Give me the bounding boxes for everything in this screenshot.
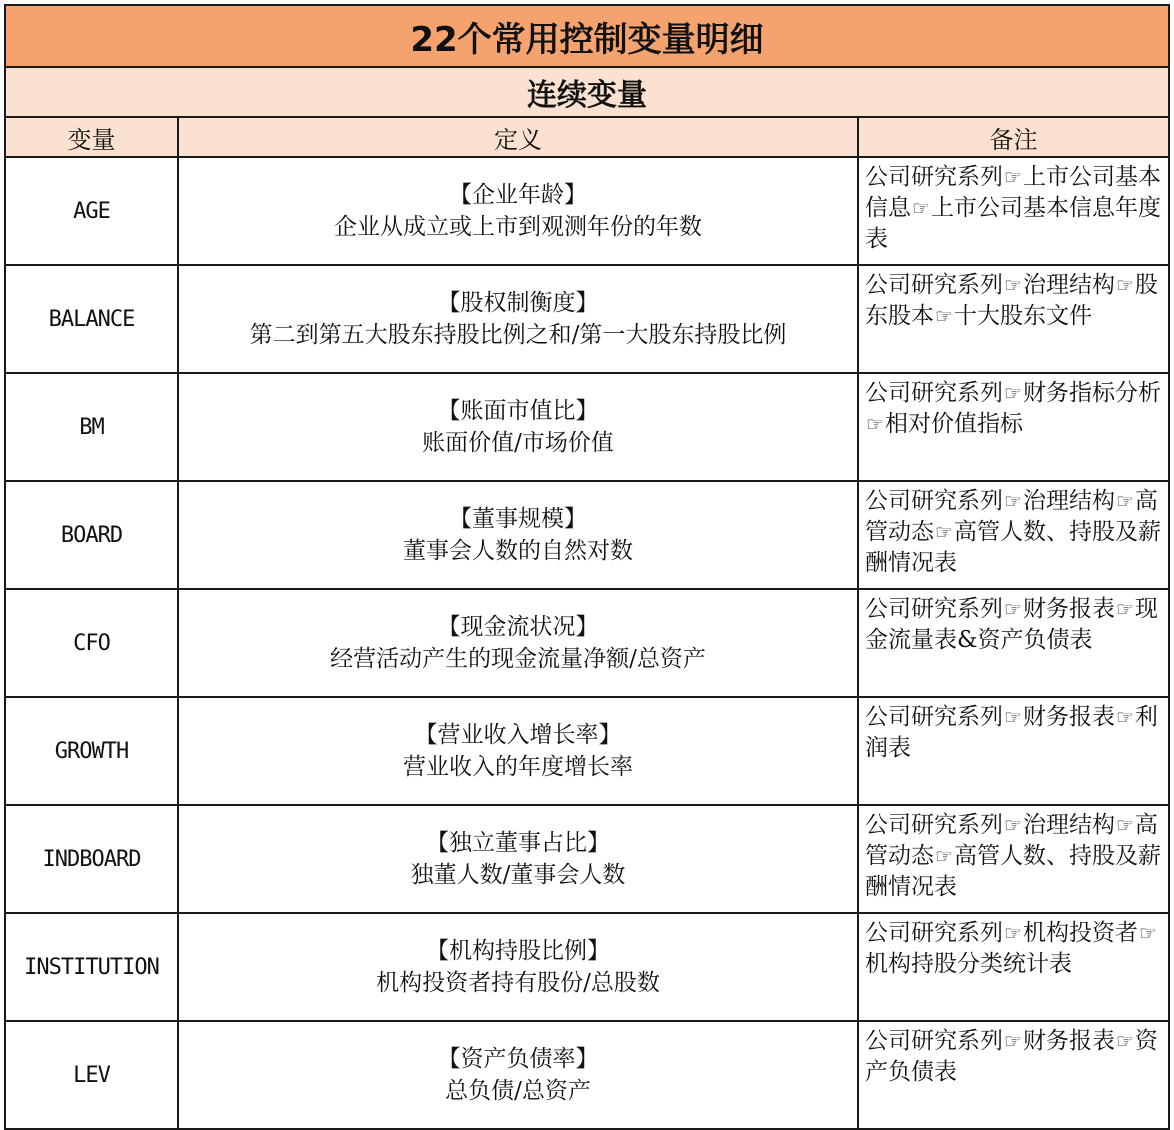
table-row [6, 1021, 1168, 1128]
pointing-hand-icon: ☞ [1004, 921, 1022, 945]
variable-cell: INDBOARD [6, 805, 178, 913]
note-path-segment: 现金流量表&资产负债表 [865, 596, 1158, 653]
definition-text: 账面价值/市场价值 [422, 430, 614, 456]
note-path-segment: 高管动态 [865, 488, 1158, 545]
pointing-hand-icon: ☞ [1115, 273, 1134, 297]
note-path-segment: 公司研究系列 [865, 272, 1003, 298]
definition-title: 【机构持股比例】 [426, 938, 610, 964]
definition-text: 经营活动产生的现金流量净额/总资产 [330, 646, 706, 672]
table-row [6, 481, 1168, 589]
variable-cell: LEV [6, 1021, 178, 1128]
pointing-hand-icon: ☞ [1115, 1029, 1134, 1053]
pointing-hand-icon: ☞ [912, 196, 930, 220]
note-path-segment: 治理结构 [1022, 812, 1115, 838]
definition-title: 【股权制衡度】 [437, 290, 599, 316]
column-header-definition: 定义 [178, 118, 858, 157]
note-path-segment: 公司研究系列 [865, 596, 1003, 622]
note-path-segment: 股东股本 [865, 272, 1158, 329]
pointing-hand-icon: ☞ [935, 520, 953, 544]
note-cell [858, 373, 1168, 481]
pointing-hand-icon: ☞ [935, 304, 953, 328]
header-row [6, 118, 1168, 157]
note-path-segment: 财务报表 [1022, 1028, 1115, 1054]
note-path-segment: 公司研究系列 [865, 164, 1003, 190]
note-path-segment: 高管动态 [865, 812, 1158, 869]
note-path-segment: 财务报表 [1022, 596, 1115, 622]
table-row [6, 805, 1168, 913]
note-path-segment: 公司研究系列 [865, 920, 1003, 946]
pointing-hand-icon: ☞ [1004, 705, 1022, 729]
column-header-variable: 变量 [6, 118, 178, 157]
definition-text: 董事会人数的自然对数 [403, 538, 633, 564]
note-path-segment: 公司研究系列 [865, 488, 1003, 514]
note-cell [858, 805, 1168, 913]
definition-cell [178, 913, 858, 1021]
pointing-hand-icon: ☞ [1115, 705, 1134, 729]
variable-cell: GROWTH [6, 697, 178, 805]
definition-text: 企业从成立或上市到观测年份的年数 [334, 214, 702, 240]
pointing-hand-icon: ☞ [866, 412, 884, 436]
note-cell [858, 913, 1168, 1021]
pointing-hand-icon: ☞ [1115, 489, 1134, 513]
definition-cell [178, 805, 858, 913]
note-path-segment: 上市公司基本信息 [865, 164, 1161, 221]
variable-cell: AGE [6, 157, 178, 265]
note-cell [858, 157, 1168, 265]
pointing-hand-icon: ☞ [1004, 1029, 1022, 1053]
table-title: 22个常用控制变量明细 [6, 6, 1168, 68]
table-row [6, 589, 1168, 697]
note-path-segment: 财务报表 [1022, 704, 1115, 730]
pointing-hand-icon: ☞ [935, 844, 953, 868]
note-cell [858, 481, 1168, 589]
note-path-segment: 机构投资者 [1022, 920, 1138, 946]
definition-text: 独董人数/董事会人数 [410, 862, 626, 888]
pointing-hand-icon: ☞ [1004, 381, 1022, 405]
pointing-hand-icon: ☞ [1004, 813, 1022, 837]
table-row [6, 265, 1168, 373]
note-path-segment: 公司研究系列 [865, 1028, 1003, 1054]
definition-title: 【现金流状况】 [437, 614, 599, 640]
note-path-segment: 公司研究系列 [865, 704, 1003, 730]
pointing-hand-icon: ☞ [1115, 813, 1134, 837]
definition-cell [178, 265, 858, 373]
note-path-segment: 机构持股分类统计表 [865, 951, 1072, 977]
definition-text: 总负债/总资产 [445, 1078, 591, 1104]
definition-cell [178, 373, 858, 481]
note-path-segment: 相对价值指标 [884, 411, 1023, 437]
definition-cell [178, 1021, 858, 1128]
note-path-segment: 高管人数、持股及薪酬情况表 [865, 519, 1161, 576]
table-row [6, 373, 1168, 481]
note-cell [858, 697, 1168, 805]
table-row [6, 697, 1168, 805]
definition-cell [178, 589, 858, 697]
definition-text: 营业收入的年度增长率 [403, 754, 633, 780]
note-cell [858, 589, 1168, 697]
variable-cell: BALANCE [6, 265, 178, 373]
note-cell [858, 1021, 1168, 1128]
pointing-hand-icon: ☞ [1138, 921, 1157, 945]
definition-text: 第二到第五大股东持股比例之和/第一大股东持股比例 [249, 322, 787, 348]
note-path-segment: 高管人数、持股及薪酬情况表 [865, 843, 1161, 900]
table-row [6, 157, 1168, 265]
pointing-hand-icon: ☞ [1004, 597, 1022, 621]
pointing-hand-icon: ☞ [1004, 273, 1022, 297]
note-path-segment: 资产负债表 [865, 1028, 1158, 1085]
table-row [6, 913, 1168, 1021]
definition-title: 【营业收入增长率】 [414, 722, 622, 748]
note-path-segment: 治理结构 [1022, 272, 1115, 298]
note-cell [858, 265, 1168, 373]
definition-title: 【账面市值比】 [437, 398, 599, 424]
pointing-hand-icon: ☞ [1004, 489, 1022, 513]
definition-text: 机构投资者持有股份/总股数 [376, 970, 660, 996]
variables-grid [6, 118, 1168, 1128]
variable-cell: BM [6, 373, 178, 481]
section-title: 连续变量 [6, 68, 1168, 118]
variable-cell: BOARD [6, 481, 178, 589]
variable-cell: CFO [6, 589, 178, 697]
variable-cell: INSTITUTION [6, 913, 178, 1021]
pointing-hand-icon: ☞ [1115, 597, 1134, 621]
note-path-segment: 治理结构 [1022, 488, 1115, 514]
definition-cell [178, 697, 858, 805]
definition-title: 【独立董事占比】 [426, 830, 610, 856]
definition-cell [178, 157, 858, 265]
definition-title: 【资产负债率】 [437, 1046, 599, 1072]
note-path-segment: 公司研究系列 [865, 380, 1003, 406]
definition-cell [178, 481, 858, 589]
note-path-segment: 公司研究系列 [865, 812, 1003, 838]
column-header-note: 备注 [858, 118, 1168, 157]
note-path-segment: 财务指标分析 [1022, 380, 1161, 406]
pointing-hand-icon: ☞ [1004, 165, 1022, 189]
note-path-segment: 利润表 [865, 704, 1158, 761]
control-variables-table [4, 4, 1170, 1130]
note-path-segment: 上市公司基本信息年度表 [865, 195, 1161, 252]
definition-title: 【企业年龄】 [449, 182, 587, 208]
note-path-segment: 十大股东文件 [953, 303, 1092, 329]
definition-title: 【董事规模】 [449, 506, 587, 532]
